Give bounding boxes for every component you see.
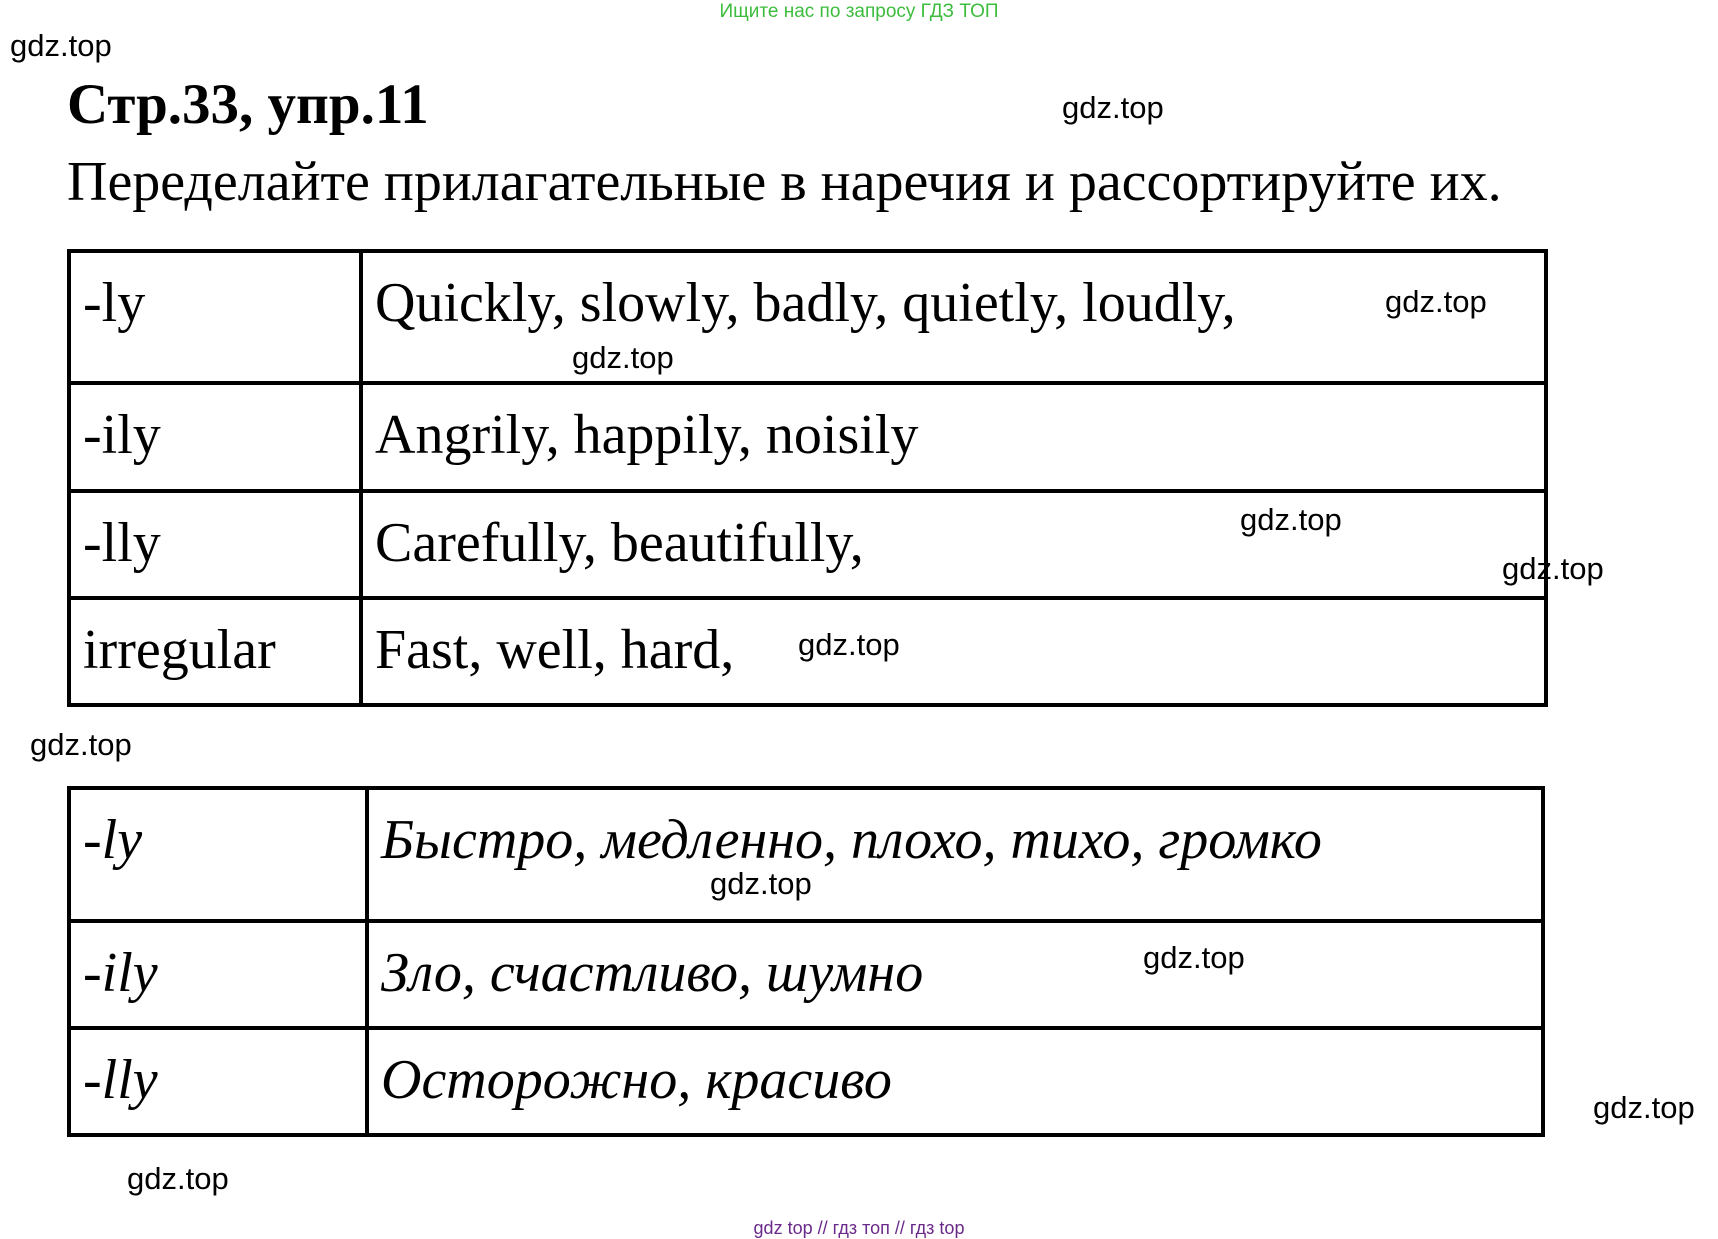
words-cell: Осторожно, красиво <box>367 1028 1543 1135</box>
suffix-cell: -ly <box>69 788 367 921</box>
watermark: gdz.top <box>710 866 812 901</box>
words-cell: Зло, счастливо, шумно <box>367 921 1543 1028</box>
top-banner: Ищите нас по запросу ГДЗ ТОП <box>719 1 999 22</box>
russian-translation-table <box>67 786 1545 1137</box>
table-row <box>69 383 1546 491</box>
suffix-cell: -ly <box>69 251 361 383</box>
table-row <box>69 921 1543 1028</box>
watermark: gdz.top <box>1240 502 1342 537</box>
watermark: gdz.top <box>798 627 900 662</box>
watermark: gdz.top <box>10 28 112 63</box>
watermark: gdz.top <box>1143 940 1245 975</box>
table-row <box>69 1028 1543 1135</box>
footer-links: gdz top // гдз топ // гдз top <box>753 1218 965 1238</box>
words-cell: Angrily, happily, noisily <box>361 383 1546 491</box>
suffix-cell: -lly <box>69 491 361 598</box>
watermark: gdz.top <box>572 340 674 375</box>
words-cell: Fast, well, hard, <box>361 598 1546 705</box>
words-cell: Быстро, медленно, плохо, тихо, громко <box>367 788 1543 921</box>
page-title: Стр.33, упр.11 <box>67 73 429 136</box>
watermark: gdz.top <box>1385 284 1487 319</box>
table-row <box>69 251 1546 383</box>
suffix-cell: -lly <box>69 1028 367 1135</box>
suffix-cell: irregular <box>69 598 361 705</box>
suffix-cell: -ily <box>69 383 361 491</box>
suffix-cell: -ily <box>69 921 367 1028</box>
watermark: gdz.top <box>1593 1090 1695 1125</box>
watermark: gdz.top <box>30 727 132 762</box>
watermark: gdz.top <box>1502 551 1604 586</box>
watermark: gdz.top <box>127 1161 229 1196</box>
words-cell: Quickly, slowly, badly, quietly, loudly, <box>361 251 1546 383</box>
words-cell: Carefully, beautifully, <box>361 491 1546 598</box>
exercise-instruction: Переделайте прилагательные в наречия и рассортируйте их. <box>67 151 1502 213</box>
watermark: gdz.top <box>1062 90 1164 125</box>
